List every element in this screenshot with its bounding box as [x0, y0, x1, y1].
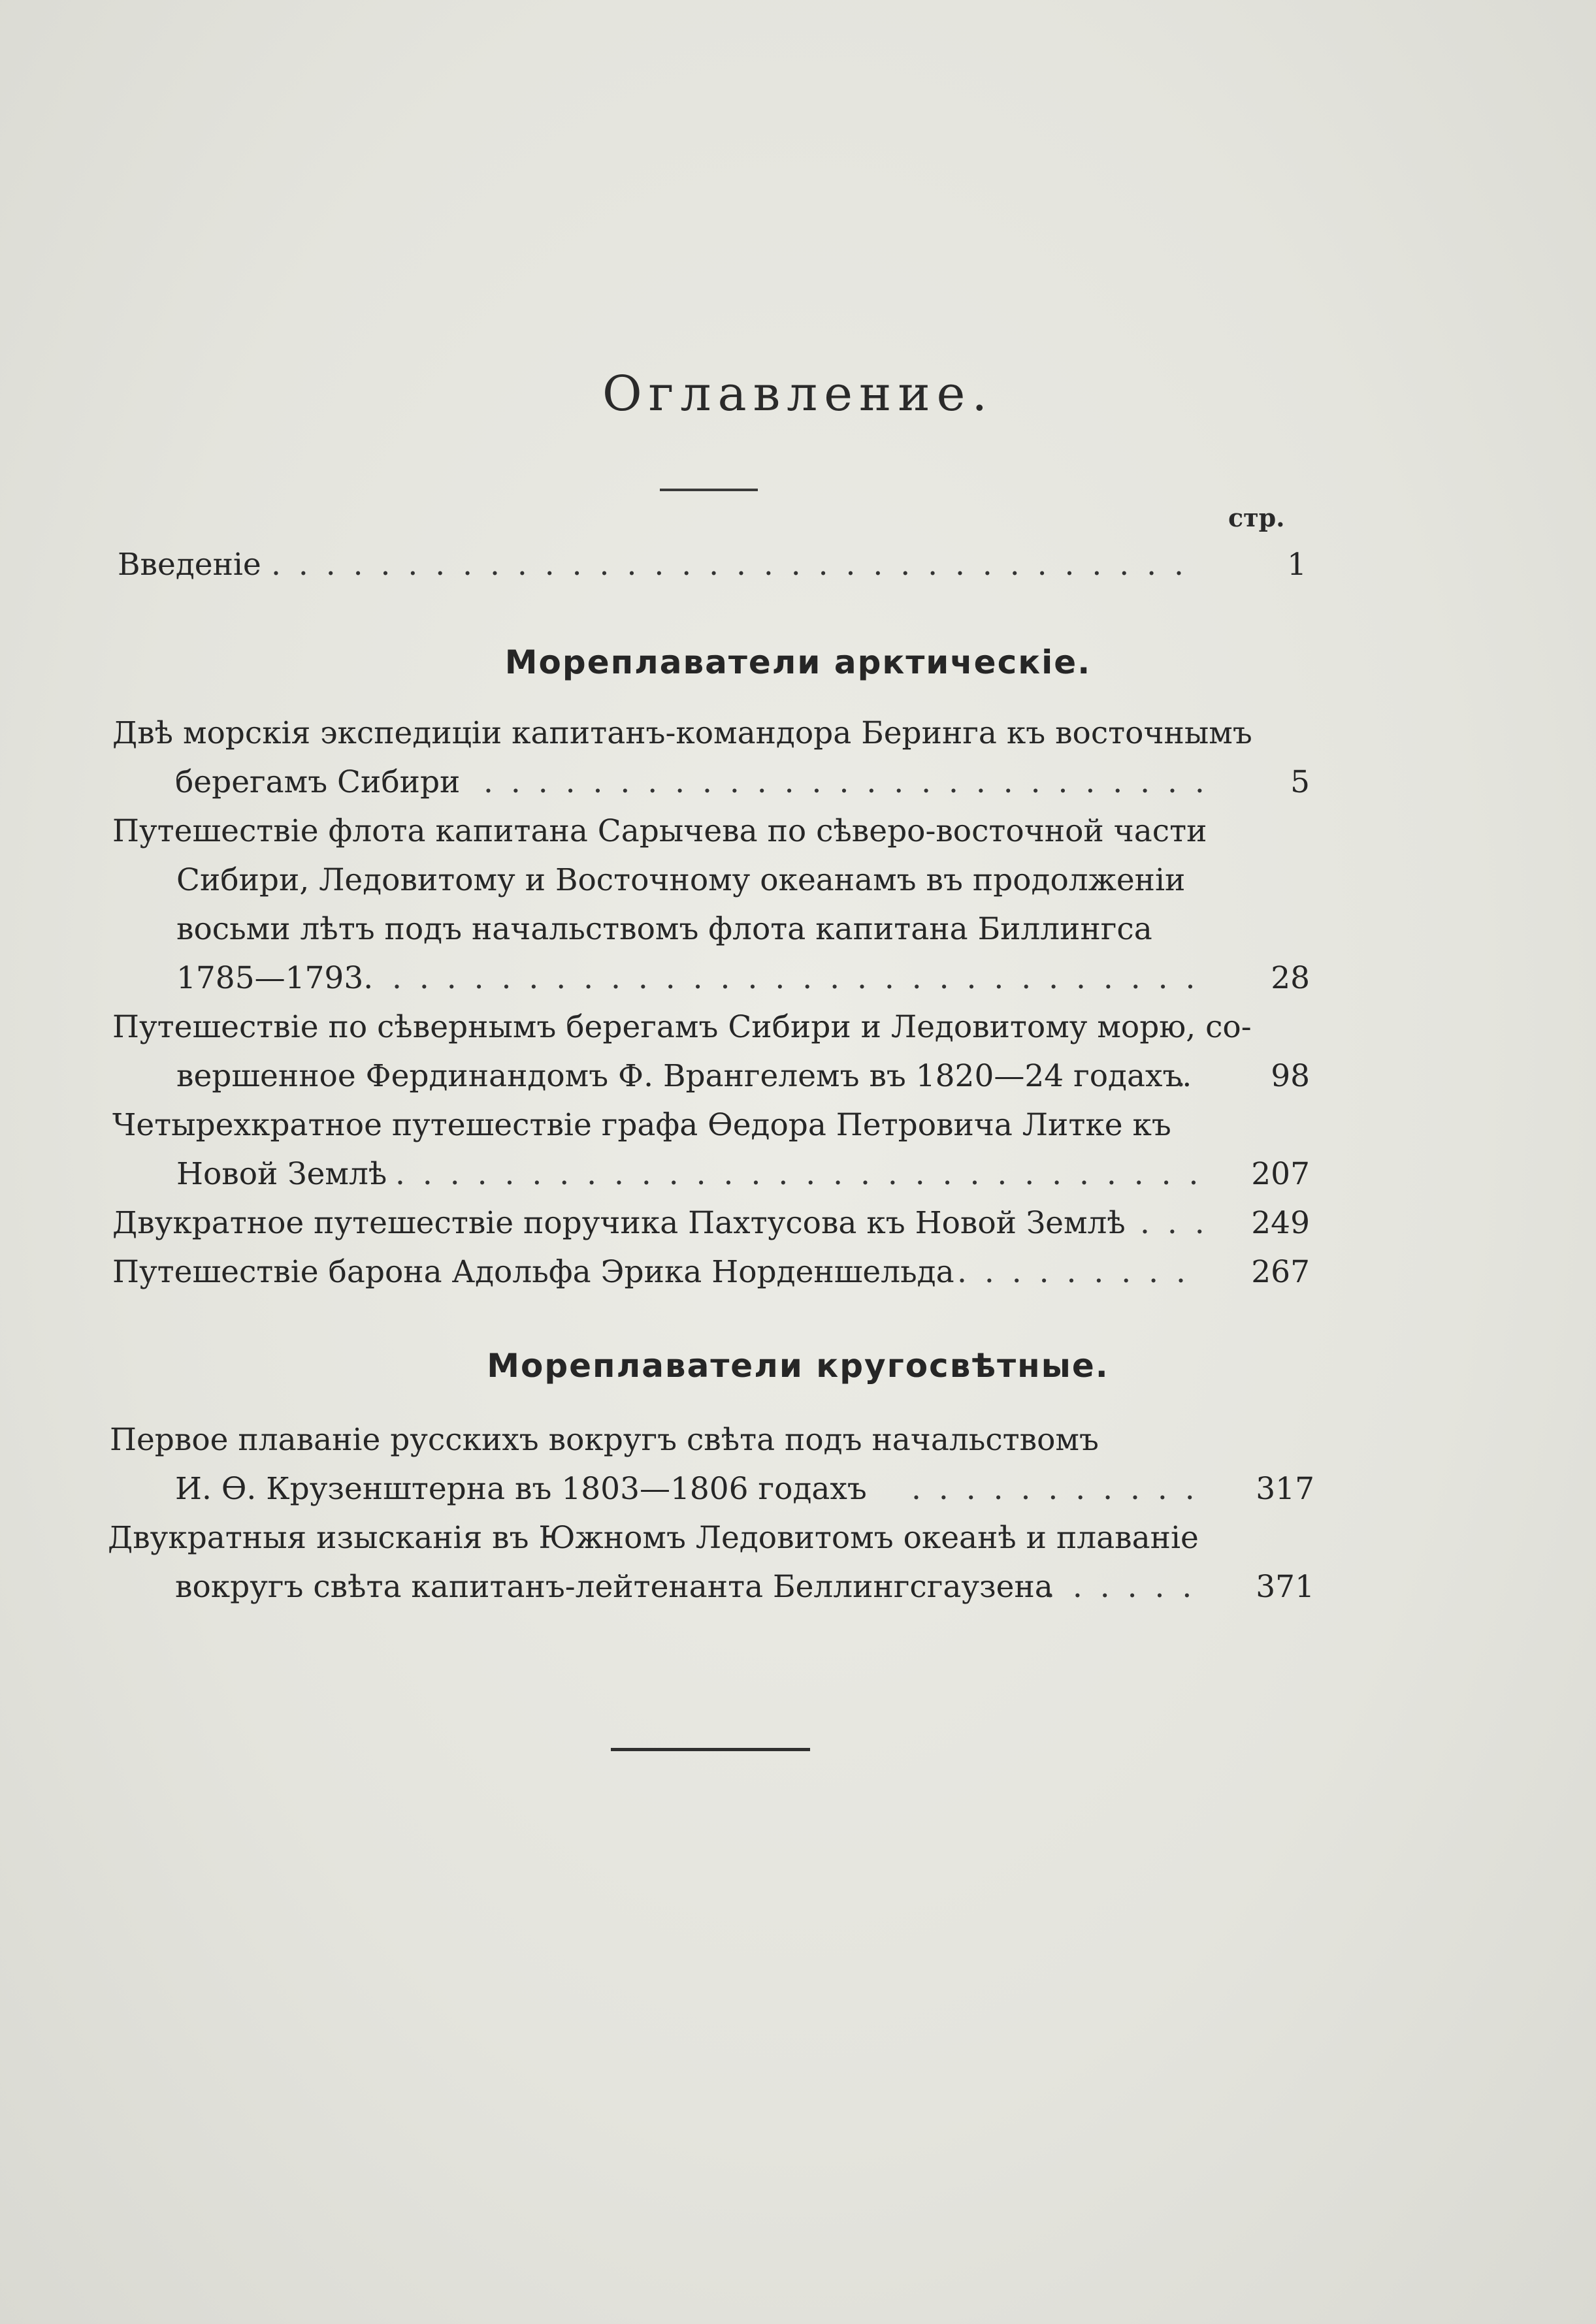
toc-entry-line: Двукратное путешествіе поручика Пахтусова къ Новой Землѣ	[112, 1205, 1126, 1241]
page-number: 207	[1251, 1156, 1310, 1192]
toc-entry-line: Четырехкратное путешествіе графа Ѳедора Петровича Литке къ	[112, 1107, 1171, 1143]
page-number: 5	[1290, 764, 1310, 800]
toc-entry-line: Путешествіе по сѣвернымъ берегамъ Сибири и Ледовитому морю, со-	[112, 1009, 1252, 1045]
toc-entry-line: Двѣ морскія экспедиціи капитанъ-командора Беринга къ восточнымъ	[112, 715, 1252, 751]
page-number: 249	[1251, 1205, 1310, 1241]
page-number: 98	[1271, 1058, 1310, 1094]
dot-leader	[483, 763, 1202, 802]
dot-leader	[1140, 1204, 1202, 1243]
page-column-label: стр.	[1228, 503, 1285, 532]
title-divider	[660, 489, 758, 491]
toc-entry-line: И. Ѳ. Крузенштерна въ 1803—1806 годахъ	[175, 1471, 867, 1507]
dot-leader	[392, 959, 1202, 998]
toc-entry-line: Двукратныя изысканія въ Южномъ Ледовитомъ океанѣ и плаваніе	[108, 1520, 1199, 1556]
dot-leader	[911, 1470, 1205, 1509]
page-number: 317	[1256, 1471, 1314, 1507]
toc-entry-line: восьми лѣтъ подъ начальствомъ флота капитана Биллингса	[176, 911, 1152, 947]
dot-leader	[957, 1253, 1202, 1292]
page-number: 28	[1271, 960, 1310, 996]
dot-leader	[271, 545, 1202, 585]
page-title: Оглавление.	[602, 366, 994, 422]
toc-entry-line: вокругъ свѣта капитанъ-лейтенанта Беллингсгаузена	[175, 1569, 1053, 1605]
toc-entry-line: Путешествіе флота капитана Сарычева по сѣверо-восточной части	[112, 813, 1207, 849]
toc-entry-line: вершенное Фердинандомъ Ф. Врангелемъ въ 1820—24 годахъ.	[176, 1058, 1192, 1094]
toc-entry-line: Новой Землѣ	[176, 1156, 387, 1192]
toc-entry-line: Первое плаваніе русскихъ вокругъ свѣта подъ начальствомъ	[110, 1422, 1099, 1458]
page-number: 267	[1251, 1254, 1310, 1290]
toc-entry-line: 1785—1793.	[176, 960, 374, 996]
toc-entry-line: Путешествіе барона Адольфа Эрика Норденшельда	[112, 1254, 954, 1290]
toc-entry-line: Сибири, Ледовитому и Восточному океанамъ въ продолженіи	[176, 862, 1186, 898]
toc-entry-line: берегамъ Сибири	[175, 764, 461, 800]
dot-leader	[395, 1155, 1202, 1194]
dot-leader	[1045, 1568, 1205, 1607]
bottom-divider	[611, 1748, 810, 1751]
page-number: 1	[1287, 547, 1307, 583]
toc-entry-intro: Введеніе	[118, 547, 261, 583]
dot-leader	[1176, 1057, 1202, 1096]
page-number: 371	[1256, 1569, 1314, 1605]
section-heading-circumnavigation: Мореплаватели кругосвѣтные.	[487, 1347, 1109, 1385]
section-heading-arctic: Мореплаватели арктическіе.	[504, 643, 1092, 681]
